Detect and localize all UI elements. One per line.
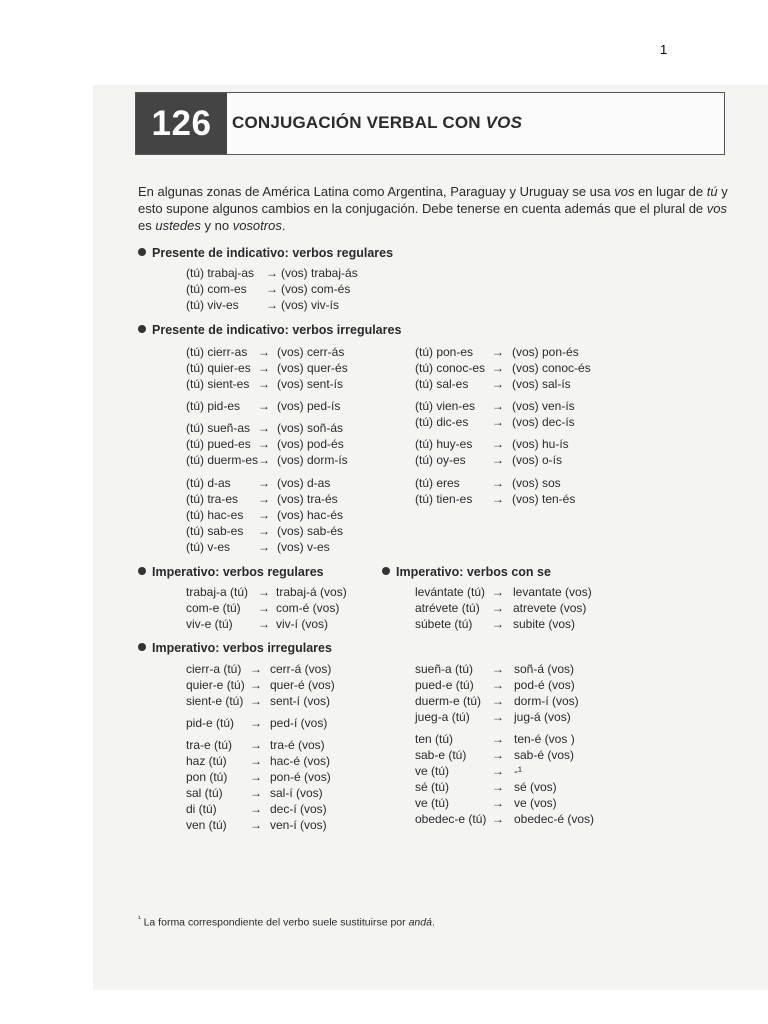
vos-form: (vos) hac-és [277,508,344,522]
arrow-icon: → [492,617,504,631]
tu-form: (tú) oy-es [415,453,466,467]
tu-form: (tú) sab-es [186,524,244,538]
arrow-icon: → [250,786,262,800]
section-heading-imperativo-regulares: Imperativo: verbos regulares [138,565,324,579]
arrow-icon: → [492,492,504,506]
vos-form: (vos) soñ-ás [277,421,344,435]
arrow-icon: → [492,399,504,413]
arrow-icon: → [250,802,262,816]
tu-form: (tú) sueñ-as [186,421,251,435]
tu-form: haz (tú) [186,754,227,768]
vos-form: dec-í (vos) [270,802,327,816]
arrow-icon: → [492,732,504,746]
arrow-icon: → [492,377,504,391]
vos-form: tra-é (vos) [270,738,325,752]
arrow-icon: → [258,453,270,467]
arrow-icon: → [492,694,504,708]
arrow-icon: → [258,476,270,490]
vos-form: (vos) tra-és [277,492,338,506]
tu-form: cierr-a (tú) [186,662,242,676]
vos-form: (vos) sab-és [277,524,344,538]
tu-form: (tú) pon-es [415,345,474,359]
tu-form: quier-e (tú) [186,678,245,692]
vos-form: (vos) ven-ís [512,399,575,413]
tu-form: sueñ-a (tú) [415,662,474,676]
arrow-icon: → [492,585,504,599]
vos-form: pon-é (vos) [270,770,331,784]
arrow-icon: → [250,694,262,708]
tu-form: (tú) cierr-as [186,345,248,359]
vos-form: ten-é (vos ) [514,732,575,746]
arrow-icon: → [492,601,504,615]
tu-form: levántate (tú) [415,585,486,599]
arrow-icon: → [250,716,262,730]
arrow-icon: → [258,421,270,435]
arrow-icon: → [258,492,270,506]
vos-form: hac-é (vos) [270,754,331,768]
vos-form: (vos) ten-és [512,492,576,506]
chapter-title: CONJUGACIÓN VERBAL CON VOS [232,113,523,132]
tu-form: ve (tú) [415,796,450,810]
vos-form: (vos) o-ís [512,453,563,467]
tu-form: (tú) v-es [186,540,231,554]
tu-form: (tú) huy-es [415,437,473,451]
vos-form: atrevete (vos) [513,601,587,615]
vos-form: (vos) quer-és [277,361,348,375]
arrow-icon: → [258,524,270,538]
arrow-icon: → [250,738,262,752]
tu-form: atrévete (tú) [415,601,480,615]
tu-form: ten (tú) [415,732,454,746]
tu-form: (tú) dic-es [415,415,469,429]
arrow-icon: → [258,585,270,599]
section-heading-imperativo-irregulares: Imperativo: verbos irregulares [138,641,332,655]
tu-form: sal (tú) [186,786,223,800]
vos-form: soñ-á (vos) [514,662,575,676]
tu-form: (tú) trabaj-as [186,266,255,280]
tu-form: sé (tú) [415,780,450,794]
section-heading-presente-regulares: Presente de indicativo: verbos regulares [138,246,393,260]
tu-form: di (tú) [186,802,217,816]
footnote: $^{^1}$ La forma correspondiente del verbo suele sustituirse por andá. [138,914,435,929]
vos-form: -¹ [514,764,522,778]
arrow-icon: → [258,377,270,391]
vos-form: (vos) com-és [281,282,351,296]
tu-form: (tú) vien-es [415,399,476,413]
vos-form: ve (vos) [514,796,557,810]
vos-form: (vos) d-as [277,476,331,490]
arrow-icon: → [492,678,504,692]
tu-form: (tú) conoc-es [415,361,486,375]
section-heading-presente-irregulares: Presente de indicativo: verbos irregulares [138,323,401,337]
section-heading-imperativo-se: Imperativo: verbos con se [382,565,551,579]
arrow-icon: → [266,266,278,280]
bullet-icon [382,567,390,575]
arrow-icon: → [258,399,270,413]
arrow-icon: → [492,796,504,810]
vos-form: (vos) cerr-ás [277,345,345,359]
vos-form: sé (vos) [514,780,557,794]
tu-form: (tú) duerm-es [186,453,259,467]
tu-form: (tú) quier-es [186,361,251,375]
tu-form: (tú) sal-es [415,377,469,391]
vos-form: quer-é (vos) [270,678,335,692]
arrow-icon: → [258,437,270,451]
vos-form: (vos) dec-ís [512,415,575,429]
arrow-icon: → [250,678,262,692]
arrow-icon: → [250,662,262,676]
tu-form: jueg-a (tú) [415,710,470,724]
tu-form: viv-e (tú) [186,617,233,631]
tu-form: trabaj-a (tú) [186,585,249,599]
vos-form: sal-í (vos) [270,786,323,800]
arrow-icon: → [492,415,504,429]
chapter-number: 126 [136,93,227,154]
tu-form: ve (tú) [415,764,450,778]
arrow-icon: → [250,770,262,784]
vos-form: sab-é (vos) [514,748,575,762]
intro-paragraph: En algunas zonas de América Latina como Argentina, Paraguay y Uruguay se usa vos en lugar de tú y esto supone algunos cambios en la conjugación. Debe tenerse en cuenta además que el plural de vos es ustedes y no vosotros. [138,184,728,233]
arrow-icon: → [492,710,504,724]
tu-form: ven (tú) [186,818,227,832]
tu-form: tra-e (tú) [186,738,233,752]
arrow-icon: → [250,754,262,768]
tu-form: com-e (tú) [186,601,241,615]
vos-form: ped-í (vos) [270,716,328,730]
tu-form: (tú) viv-es [186,298,239,312]
vos-form: obedec-é (vos) [514,812,595,826]
arrow-icon: → [258,345,270,359]
vos-form: (vos) ped-ís [277,399,341,413]
vos-form: cerr-á (vos) [270,662,332,676]
tu-form: obedec-e (tú) [415,812,487,826]
arrow-icon: → [492,764,504,778]
arrow-icon: → [258,540,270,554]
vos-form: (vos) dorm-ís [277,453,348,467]
tu-form: (tú) sient-es [186,377,250,391]
tu-form: súbete (tú) [415,617,473,631]
arrow-icon: → [266,282,278,296]
tu-form: (tú) tien-es [415,492,473,506]
arrow-icon: → [492,437,504,451]
tu-form: (tú) com-es [186,282,247,296]
arrow-icon: → [492,476,504,490]
arrow-icon: → [492,748,504,762]
tu-form: pid-e (tú) [186,716,235,730]
arrow-icon: → [266,298,278,312]
tu-form: (tú) hac-es [186,508,244,522]
arrow-icon: → [258,617,270,631]
tu-form: pued-e (tú) [415,678,474,692]
vos-form: jug-á (vos) [514,710,571,724]
vos-form: (vos) hu-ís [512,437,569,451]
arrow-icon: → [250,818,262,832]
arrow-icon: → [258,601,270,615]
tu-form: pon (tú) [186,770,228,784]
vos-form: (vos) viv-ís [281,298,339,312]
arrow-icon: → [258,361,270,375]
tu-form: (tú) d-as [186,476,231,490]
vos-form: dorm-í (vos) [514,694,579,708]
page-number: 1 [660,42,668,57]
vos-form: (vos) pod-és [277,437,344,451]
tu-form: sab-e (tú) [415,748,467,762]
vos-form: (vos) sal-ís [512,377,571,391]
vos-form: (vos) pon-és [512,345,579,359]
vos-form: subite (vos) [513,617,576,631]
vos-form: (vos) sent-ís [277,377,344,391]
arrow-icon: → [258,508,270,522]
arrow-icon: → [492,780,504,794]
vos-form: (vos) v-es [277,540,330,554]
arrow-icon: → [492,453,504,467]
tu-form: (tú) tra-es [186,492,239,506]
bullet-icon [138,567,146,575]
tu-form: sient-e (tú) [186,694,244,708]
vos-form: trabaj-á (vos) [276,585,347,599]
vos-form: ven-í (vos) [270,818,327,832]
tu-form: (tú) eres [415,476,460,490]
tu-form: duerm-e (tú) [415,694,482,708]
arrow-icon: → [492,812,504,826]
bullet-icon [138,643,146,651]
vos-form: com-é (vos) [276,601,340,615]
vos-form: (vos) conoc-és [512,361,591,375]
vos-form: viv-í (vos) [276,617,328,631]
tu-form: (tú) pid-es [186,399,241,413]
bullet-icon [138,325,146,333]
tu-form: (tú) pued-es [186,437,251,451]
vos-form: sent-í (vos) [270,694,331,708]
vos-form: levantate (vos) [513,585,592,599]
bullet-icon [138,248,146,256]
arrow-icon: → [492,662,504,676]
vos-form: (vos) trabaj-ás [281,266,358,280]
vos-form: (vos) sos [512,476,561,490]
arrow-icon: → [492,361,504,375]
chapter-header [135,92,725,155]
vos-form: pod-é (vos) [514,678,575,692]
arrow-icon: → [492,345,504,359]
